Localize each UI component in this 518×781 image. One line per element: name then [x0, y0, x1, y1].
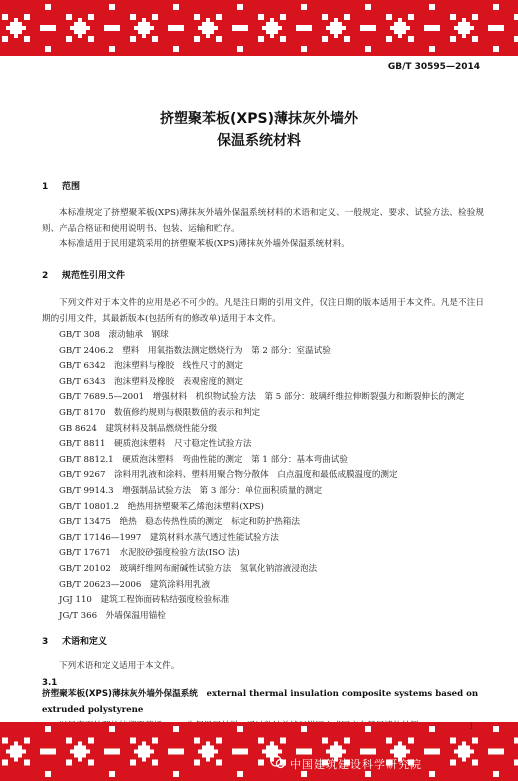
term-chinese: 挤塑聚苯板(XPS)薄抹灰外墙外保温系统 [42, 689, 198, 699]
reference-item: GB/T 13475 绝热 稳态传热性质的测定 标定和防护热箱法 [59, 517, 300, 528]
reference-item: JG/T 366 外墙保温用锚栓 [59, 610, 166, 621]
reference-item: GB/T 10801.2 绝热用挤塑聚苯乙烯泡沫塑料(XPS) [59, 501, 264, 512]
watermark-text: 中国建筑建设科学研究院 [290, 758, 422, 771]
document-title-line1: 挤塑聚苯板(XPS)薄抹灰外墙外 [160, 111, 358, 127]
term-entry [42, 687, 484, 718]
reference-item: GB/T 8812.1 硬质泡沫塑料 弯曲性能的测定 第 1 部分：基本弯曲试验 [59, 454, 348, 465]
section-1-paragraph-1: 本标准规定了挤塑聚苯板(XPS)薄抹灰外墙外保温系统材料的术语和定义、一般规定、要求、试验方法、检验规则、产品合格证和使用说明书、包装、运输和贮存。 [42, 208, 484, 234]
document-title-line2: 保温系统材料 [217, 133, 301, 149]
section-2-title: 规范性引用文件 [62, 271, 126, 281]
top-decorative-band [0, 0, 518, 56]
section-3-heading [42, 634, 107, 647]
clause-number: 3.1 [42, 678, 58, 688]
reference-item: GB/T 9267 涂料用乳液和涂料、塑料用聚合物分散体 白点温度和最低成膜温度的测定 [59, 470, 398, 481]
term-english: external thermal insulation composite systems based on extruded polystyrene [42, 689, 479, 715]
section-2-intro: 下列文件对于本文件的应用是必不可少的。凡是注日期的引用文件，仅注日期的版本适用于本文件。凡是不注日期的引用文件，其最新版本(包括所有的修改单)适用于本文件。 [42, 298, 484, 324]
reference-item: GB/T 20623—2006 建筑涂料用乳液 [59, 579, 211, 590]
reference-item: GB/T 6343 泡沫塑料及橡胶 表观密度的测定 [59, 376, 243, 387]
reference-item: GB/T 6342 泡沫塑料与橡胶 线性尺寸的测定 [59, 361, 243, 372]
section-1-paragraph-2: 本标准适用于民用建筑采用的挤塑聚苯板(XPS)薄抹灰外墙外保温系统材料。 [59, 239, 350, 249]
reference-item: JGJ 110 建筑工程饰面砖粘结强度检验标准 [59, 595, 230, 606]
section-1-title: 范围 [62, 182, 81, 192]
page-number: 1 [468, 722, 474, 731]
section-3-title: 术语和定义 [62, 637, 108, 647]
reference-item: GB/T 2406.2 塑料 用氧指数法测定燃烧行为 第 2 部分：室温试验 [59, 345, 331, 356]
section-3-intro: 下列术语和定义适用于本文件。 [59, 661, 180, 671]
standard-code: GB/T 30595—2014 [387, 62, 480, 72]
wechat-icon [270, 754, 286, 770]
document-page [0, 56, 518, 722]
section-2-number: 2 [42, 271, 49, 281]
bottom-decorative-band [0, 722, 518, 781]
reference-item: GB/T 9914.3 增强制品试验方法 第 3 部分：单位面积质量的测定 [59, 485, 323, 496]
reference-item: GB/T 17671 水泥胶砂强度检验方法(ISO 法) [59, 548, 240, 559]
section-1-number: 1 [42, 182, 49, 192]
reference-item: GB/T 7689.5—2001 增强材料 机织物试验方法 第 5 部分：玻璃纤维拉伸断裂强力和断裂伸长的测定 [59, 392, 465, 403]
section-1-heading [42, 179, 80, 192]
reference-item: GB 8624 建筑材料及制品燃烧性能分级 [59, 423, 218, 434]
reference-item: GB/T 17146—1997 建筑材料水蒸气透过性能试验方法 [59, 532, 279, 543]
reference-item: GB/T 20102 玻璃纤维网布耐碱性试验方法 氢氧化钠溶液浸泡法 [59, 563, 318, 574]
section-3-number: 3 [42, 637, 49, 647]
section-2-heading [42, 268, 125, 281]
reference-item: GB/T 8811 硬质泡沫塑料 尺寸稳定性试验方法 [59, 439, 252, 450]
reference-item: GB/T 8170 数值修约规则与极限数值的表示和判定 [59, 407, 261, 418]
reference-item: GB/T 308 滚动轴承 钢球 [59, 330, 169, 340]
reference-list [59, 328, 489, 624]
